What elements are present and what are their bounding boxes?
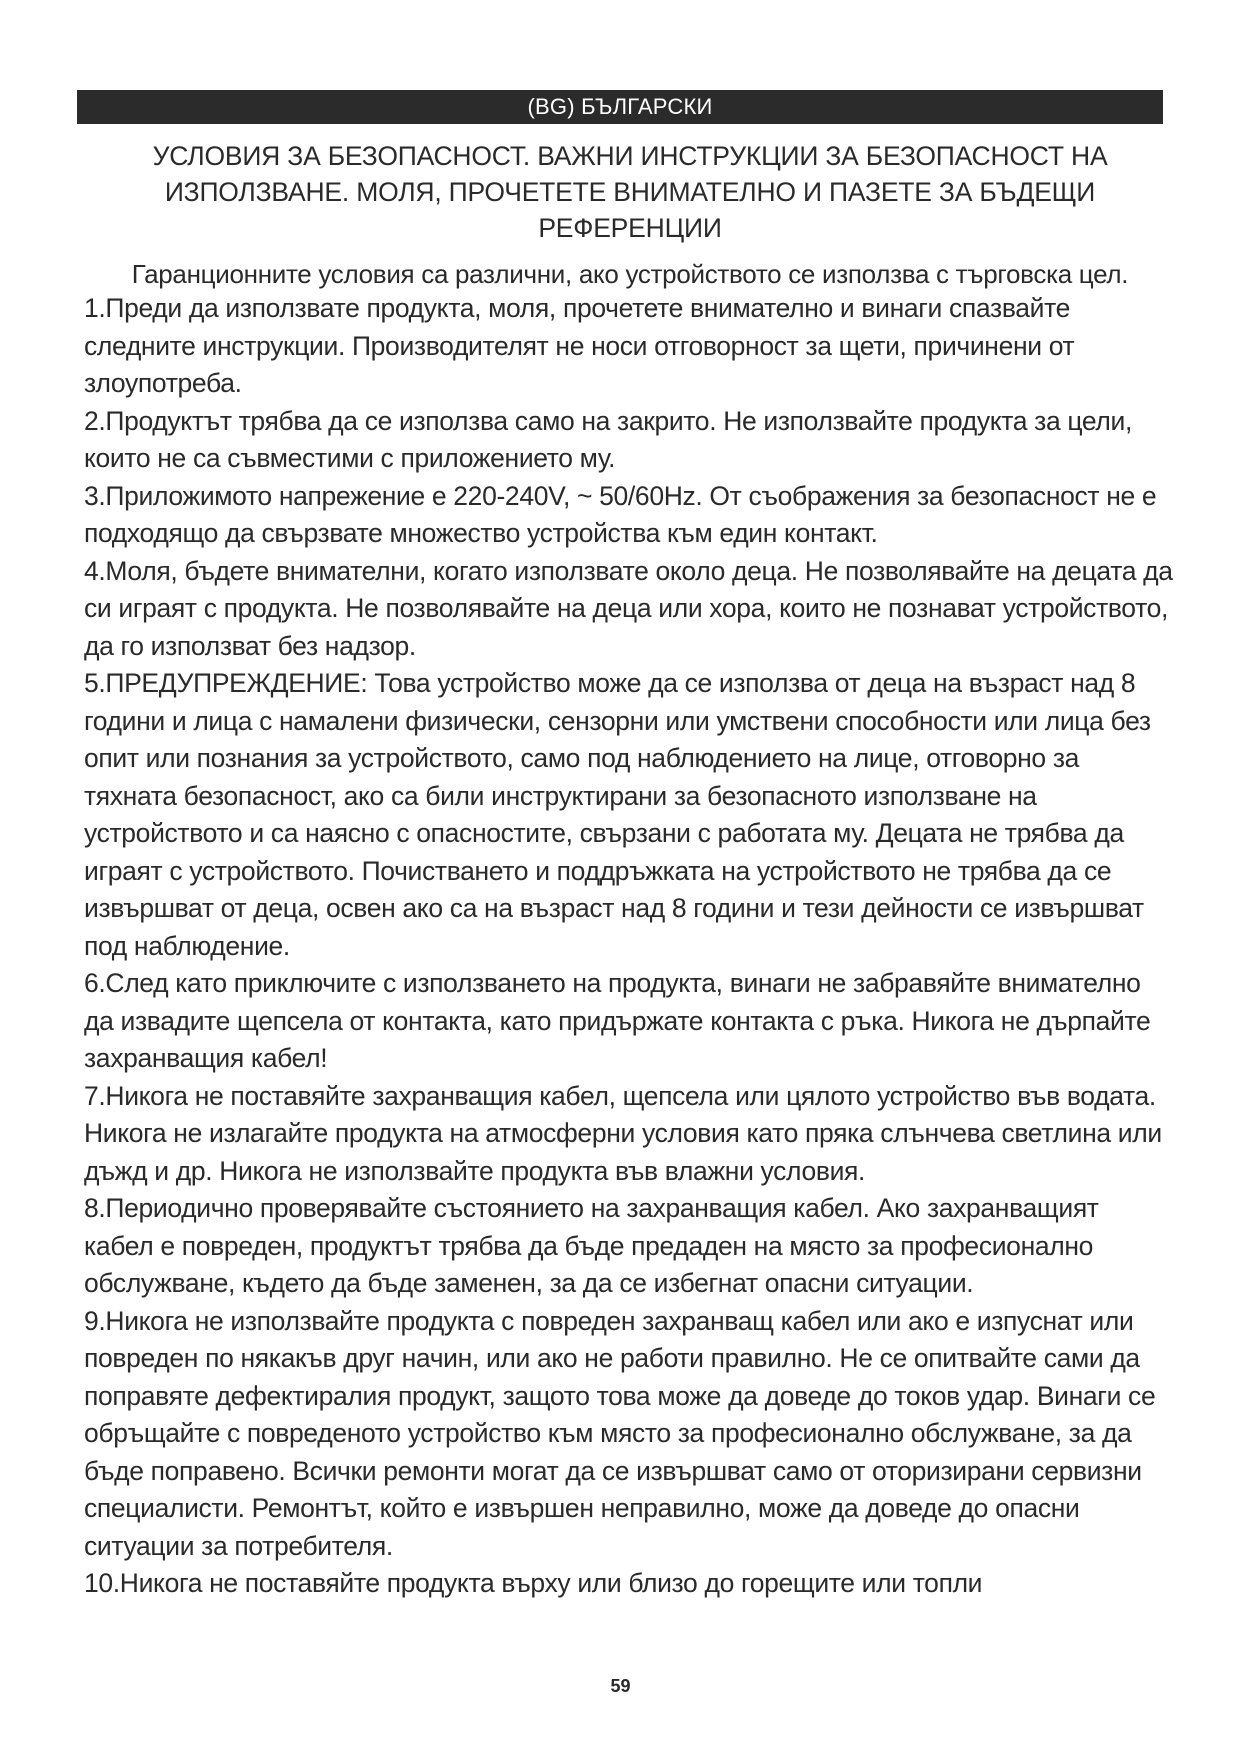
instruction-item-1: 1.Преди да използвате продукта, моля, прочетете внимателно и винаги спазвайте следните инструкции. Производителят не носи отговорност за щети, причинени от злоупотреба. — [84, 293, 1075, 398]
language-header-bar: (BG) БЪЛГАРСКИ — [77, 90, 1163, 124]
instruction-item-5: 5.ПРЕДУПРЕЖДЕНИЕ: Това устройство може да се използва от деца на възраст над 8 години и лица с намалени физически, сензорни или умствени способности или лица без опит или познания за устройството, само под наблюдението на лице, отговорно за тяхната безопасност, ако са били инструктирани за безопасното използване на устройството и са наясно с опасностите, свързани с работата му. Децата не трябва да играят с устройството. Почистването и поддръжката на устройството не трябва да се извършват от деца, освен ако са на възраст над 8 години и тези дейности се извършват под наблюдение. — [84, 668, 1151, 961]
instruction-item-6: 6.След като приключите с използването на продукта, винаги не забравяйте внимателно да извадите щепсела от контакта, като придържате контакта с ръка. Никога не дърпайте захранващия кабел! — [84, 968, 1151, 1073]
instruction-item-9: 9.Никога не използвайте продукта с повреден захранващ кабел или ако е изпуснат или повреден по някакъв друг начин, или ако не работи правилно. Не се опитвайте сами да поправяте дефектиралия продукт, защото това може да доведе до токов удар. Винаги се обръщайте с повреденото устройство към място за професионално обслужване, за да бъде поправено. Всички ремонти могат да се извършват само от оторизирани сервизни специалисти. Ремонтът, който е извършен неправилно, може да доведе до опасни ситуации за потребителя. — [84, 1305, 1156, 1561]
page-number: 59 — [610, 1676, 631, 1696]
instruction-item-4: 4.Моля, бъдете внимателни, когато използвате около деца. Не позволявайте на децата да си играят с продукта. Не позволявайте на деца или хора, които не познават устройството, да го използват без надзор. — [84, 555, 1173, 661]
instruction-item-3: 3.Приложимото напрежение е 220-240V, ~ 50/60Hz. От съображения за безопасност не е подходящо да свързвате множество устройства към един контакт. — [84, 480, 1157, 548]
instruction-item-2: 2.Продуктът трябва да се използва само на закрито. Не използвайте продукта за цели, които не са съвместими с приложението му. — [84, 405, 1132, 473]
instruction-item-7: 7.Никога не поставяйте захранващия кабел, щепсела или цялото устройство във водата. Никога не излагайте продукта на атмосферни условия като пряка слънчева светлина или дъжд и др. Никога не използвайте продукта във влажни условия. — [84, 1080, 1162, 1186]
warranty-intro: Гаранционните условия са различни, ако устройството се използва с търговска цел. — [131, 259, 1129, 289]
instruction-item-8: 8.Периодично проверявайте състоянието на захранващия кабел. Ако захранващият кабел е повреден, продуктът трябва да бъде предаден на място за професионално обслужване, където да бъде заменен, за да се избегнат опасни ситуации. — [84, 1193, 1099, 1298]
safety-instructions-list — [84, 290, 1174, 1603]
instruction-item-10: 10.Никога не поставяйте продукта върху или близо до горещите или топли — [84, 1568, 983, 1598]
page-title: УСЛОВИЯ ЗА БЕЗОПАСНОСТ. ВАЖНИ ИНСТРУКЦИИ ЗА БЕЗОПАСНОСТ НА ИЗПОЛЗВАНЕ. МОЛЯ, ПРОЧЕТЕТЕ ВНИМАТЕЛНО И ПАЗЕТЕ ЗА БЪДЕЩИ РЕФЕРЕНЦИИ — [152, 141, 1108, 243]
